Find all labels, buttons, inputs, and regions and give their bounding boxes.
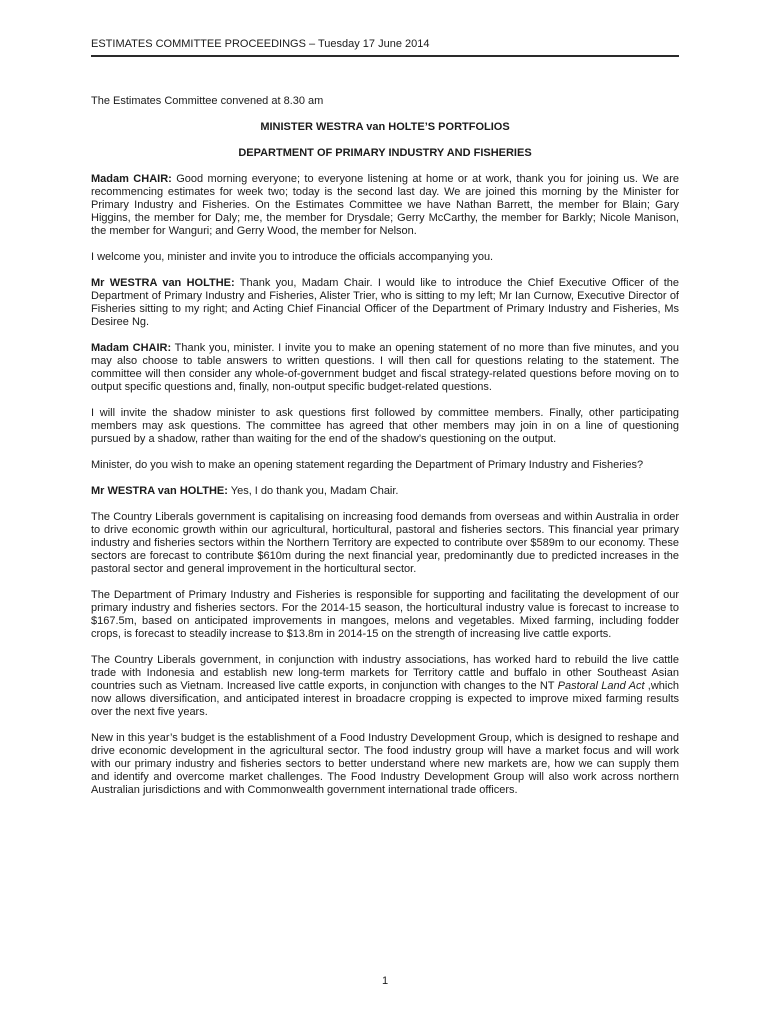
paragraph	[91, 173, 679, 238]
portfolio-title: MINISTER WESTRA van HOLTE’S PORTFOLIOS	[260, 121, 510, 133]
paragraph	[91, 732, 679, 797]
paragraph-text: Good morning everyone; to everyone listening at home or at work, thank you for joining us. We are recommencing estimates for week two; today is the second last day. We are joined this morning by the Minister for Primary Industry and Fisheries. On the Estimates Committee we have Nathan Barrett, the member for Blain; Gary Higgins, the member for Daly; me, the member for Drysdale; Gerry McCarthy, the member for Barkly; Nicole Manison, the member for Wanguri; and Gerry Wood, the member for Nelson.	[91, 173, 679, 237]
header-title: ESTIMATES COMMITTEE PROCEEDINGS – Tuesday 17 June 2014	[91, 38, 430, 50]
speaker-name: Madam CHAIR:	[91, 173, 172, 185]
convened-line: The Estimates Committee convened at 8.30 am	[91, 95, 324, 107]
paragraph	[91, 485, 679, 498]
paragraph-text: I welcome you, minister and invite you to introduce the officials accompanying you.	[91, 251, 494, 263]
paragraph-text: Thank you, minister. I invite you to make an opening statement of no more than five minutes, and you may also choose to table answers to written questions. I will then call for questions relating to the statement. The committee will then consider any whole-of-government budget and fiscal strategy-related questions before moving on to output specific questions and, finally, non-output specific budget-related questions.	[91, 342, 679, 393]
speaker-name: Mr WESTRA van HOLTHE:	[91, 277, 235, 289]
paragraphs	[91, 173, 679, 797]
department-title: DEPARTMENT OF PRIMARY INDUSTRY AND FISHERIES	[238, 147, 532, 159]
paragraph-text: New in this year’s budget is the establishment of a Food Industry Development Group, which is designed to reshape and drive economic development in the agricultural sector. The food industry group will have a market focus and will work with our primary industry and fisheries sectors to better understand where new markets are, how we can supply them and identify and overcome market challenges. The Food Industry Development Group will also work across northern Australian jurisdictions and with Commonwealth government international trade officers.	[91, 732, 679, 796]
paragraph-text: The Department of Primary Industry and Fisheries is responsible for supporting and facilitating the development of our primary industry and fisheries sectors. For the 2014-15 season, the horticultural industry value is forecast to increase to $167.5m, based on anticipated improvements in mangoes, melons and vegetables. Mixed farming, including fodder crops, is forecast to steadily increase to $13.8m in 2014-15 on the strength of increasing live cattle exports.	[91, 589, 679, 640]
paragraph	[91, 511, 679, 576]
paragraph-text: The Country Liberals government is capitalising on increasing food demands from overseas and within Australia in order to drive economic growth within our agricultural, horticultural, pastoral and fisheries sectors. This financial year primary industry and fisheries sectors within the Northern Territory are expected to contribute over $589m to our economy. These sectors are forecast to contribute $610m during the next financial year, predominantly due to predicted increases in the pastoral sector and general improvement in the horticultural sector.	[91, 511, 679, 575]
paragraph-text: The Country Liberals government, in conjunction with industry associations, has worked hard to rebuild the live cattle trade with Indonesia and establish new long-term markets for Territory cattle and buffalo in other Southeast Asian countries such as Vietnam. Increased live cattle exports, in conjunction with changes to the NT	[91, 654, 679, 692]
paragraph-text: Thank you, Madam Chair. I would like to introduce the Chief Executive Officer of the Department of Primary Industry and Fisheries, Alister Trier, who is sitting to my left; Mr Ian Curnow, Executive Director of Fisheries sitting to my right; and Acting Chief Financial Officer of the Department of Primary Industry and Fisheries, Ms Desiree Ng.	[91, 277, 679, 328]
paragraph	[91, 654, 679, 719]
paragraph	[91, 589, 679, 641]
paragraph-text: Minister, do you wish to make an opening statement regarding the Department of Primary Industry and Fisheries?	[91, 459, 644, 471]
paragraph-text: ,which now allows diversification, and anticipated interest in broadacre cropping is expected to improve mixed farming results over the next five years.	[91, 680, 679, 718]
page-number: 1	[381, 975, 389, 987]
document-header	[91, 38, 679, 57]
paragraph	[91, 407, 679, 446]
paragraph-text: Yes, I do thank you, Madam Chair.	[227, 485, 399, 497]
paragraph-text: I will invite the shadow minister to ask questions first followed by committee members. Finally, other participating members may ask questions. The committee has agreed that other members may join in on a line of questioning pursued by a shadow, rather than waiting for the end of the shadow’s questioning on the output.	[91, 407, 679, 445]
act-title-italic: Pastoral Land Act	[557, 680, 645, 692]
speaker-name: Madam CHAIR:	[91, 342, 172, 354]
speaker-name: Mr WESTRA van HOLTHE:	[91, 485, 228, 497]
paragraph	[91, 251, 679, 264]
paragraph	[91, 459, 679, 472]
paragraph	[91, 277, 679, 329]
paragraph	[91, 342, 679, 394]
